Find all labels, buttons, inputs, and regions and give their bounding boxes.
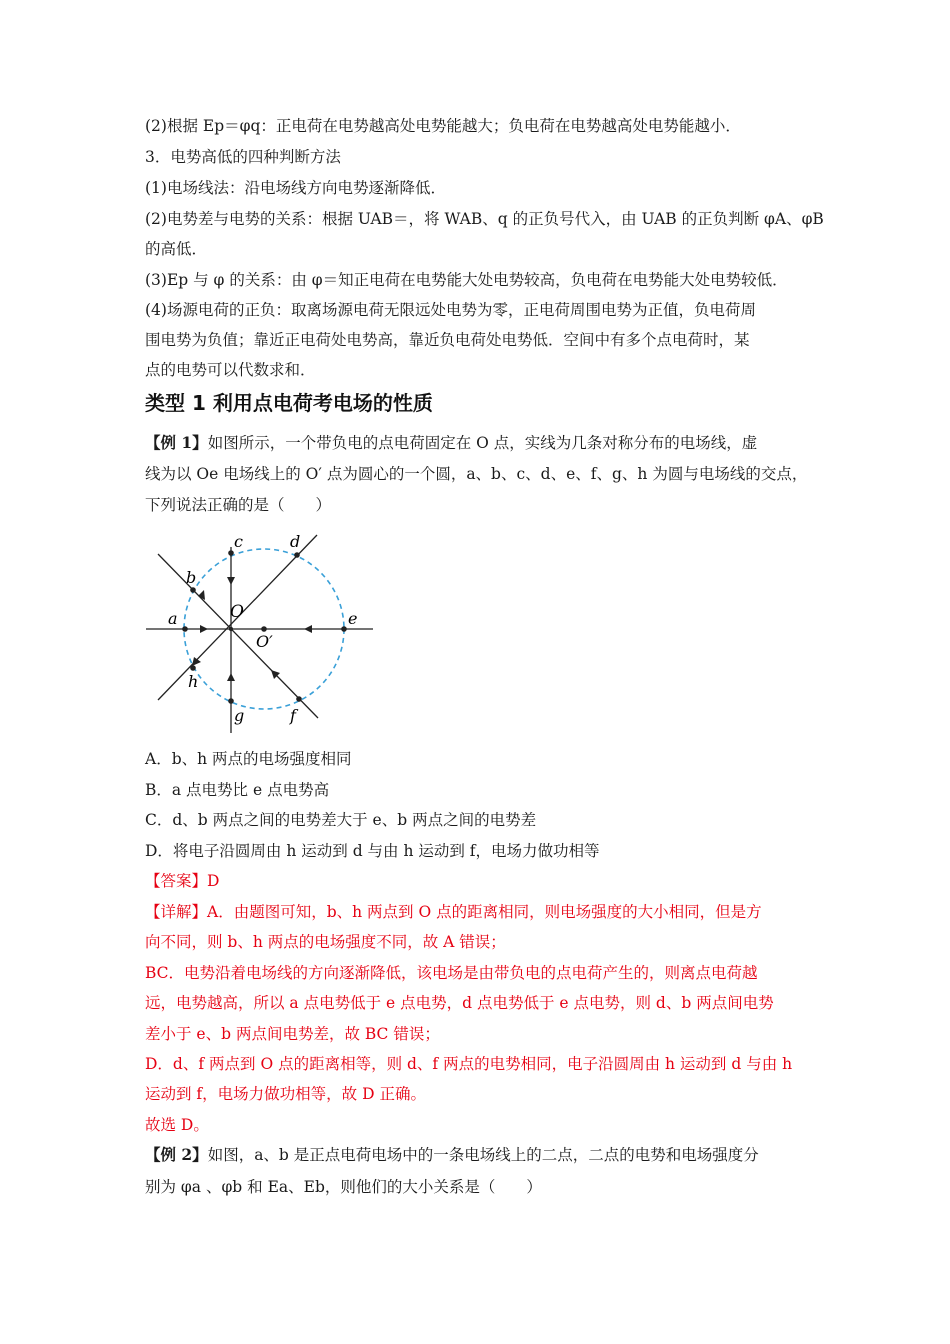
- point-d: [294, 552, 300, 558]
- explanation-line: 故选 D。: [145, 1116, 209, 1134]
- explanation-line: D．d、f 两点到 O 点的距离相等，则 d、f 两点的电势相同，电子沿圆周由 h 运动到 d 与由 h: [145, 1055, 793, 1073]
- answer-tag: 【答案】: [145, 872, 208, 890]
- explanation-tag: 【详解】: [145, 903, 208, 921]
- label-e: e: [348, 609, 358, 628]
- explanation-line: BC．电势沿着电场线的方向逐渐降低，该电场是由带负电的点电荷产生的，则离点电荷越: [145, 964, 758, 982]
- point-e: [341, 626, 347, 632]
- example1-question-2: 线为以 Oe 电场线上的 O′ 点为圆心的一个圆，a、b、c、d、e、f、g、h 为圆与电场线的交点，: [145, 465, 808, 483]
- section-heading: 类型 1 利用点电荷考电场的性质: [145, 391, 433, 415]
- electric-field-figure: [140, 525, 390, 740]
- text-line: (4)场源电荷的正负：取离场源电荷无限远处电势为零，正电荷周围电势为正值，负电荷周: [145, 301, 756, 319]
- point-h: [190, 665, 196, 671]
- label-f: f: [290, 706, 296, 725]
- point-c: [228, 550, 234, 556]
- explanation-text: A．由题图可知，b、h 两点到 O 点的距离相同，则电场强度的大小相同，但是方: [207, 903, 762, 921]
- text-line: (2)根据 Ep＝φq：正电荷在电势越高处电势能越大；负电荷在电势越高处电势能越小．: [145, 117, 741, 135]
- point-a: [182, 626, 188, 632]
- point-O: [229, 627, 233, 631]
- point-g: [228, 698, 234, 704]
- label-g: g: [234, 706, 245, 725]
- explanation-line: 向不同，则 b、h 两点的电场强度不同，故 A 错误；: [145, 933, 506, 951]
- explanation-line: 运动到 f，电场力做功相等，故 D 正确。: [145, 1085, 426, 1103]
- example1-tag: 【例 1】: [145, 433, 208, 452]
- point-b: [190, 587, 196, 593]
- arrow-h: [192, 657, 201, 666]
- point-f: [296, 696, 302, 702]
- text-line: (3)Ep 与 φ 的关系：由 φ＝知正电荷在电势能大处电势较高，负电荷在电势能大处电势较低．: [145, 271, 788, 289]
- label-O-prime: O′: [256, 632, 273, 651]
- text-line: (2)电势差与电势的关系：根据 UAB＝，将 WAB、q 的正负号代入，由 UAB 的正负判断 φA、φB: [145, 210, 824, 228]
- example1-line: [145, 432, 757, 454]
- label-h: h: [188, 672, 199, 691]
- point-O-prime: [261, 626, 267, 632]
- answer-value: D: [207, 872, 220, 890]
- label-b: b: [186, 568, 197, 587]
- text-line: 的高低．: [145, 240, 208, 258]
- text-line: 围电势为负值；靠近正电荷处电势高，靠近负电荷处电势低．空间中有多个点电荷时，某: [145, 331, 750, 349]
- arrow-g: [227, 673, 235, 681]
- example2-question-2: 别为 φa 、φb 和 Ea、Eb，则他们的大小关系是（ ）: [145, 1178, 542, 1196]
- example2-question-1: 如图，a、b 是正点电荷电场中的一条电场线上的二点，二点的电势和电场强度分: [207, 1146, 759, 1164]
- explanation-line: 远，电势越高，所以 a 点电势低于 e 点电势，d 点电势低于 e 点电势，则 d、b 两点间电势: [145, 994, 774, 1012]
- option-b: B．a 点电势比 e 点电势高: [145, 781, 330, 799]
- example1-question-3: 下列说法正确的是（ ）: [145, 496, 332, 514]
- answer-line: [145, 870, 219, 892]
- field-line-diagonal-1: [158, 554, 318, 718]
- example2-tag: 【例 2】: [145, 1145, 208, 1164]
- option-d: D．将电子沿圆周由 h 运动到 d 与由 h 运动到 f，电场力做功相等: [145, 842, 600, 860]
- text-line: 3．电势高低的四种判断方法: [145, 148, 341, 166]
- text-line: (1)电场线法：沿电场线方向电势逐渐降低．: [145, 179, 446, 197]
- arrow-a: [200, 625, 208, 633]
- option-c: C．d、b 两点之间的电势差大于 e、b 两点之间的电势差: [145, 811, 537, 829]
- option-a: A．b、h 两点的电场强度相同: [145, 750, 352, 768]
- explanation-line: 差小于 e、b 两点间电势差，故 BC 错误；: [145, 1025, 440, 1043]
- arrow-c: [227, 577, 235, 585]
- text-line: 点的电势可以代数求和．: [145, 361, 316, 379]
- label-a: a: [168, 609, 178, 628]
- arrow-e: [304, 625, 312, 633]
- example1-question-1: 如图所示，一个带负电的点电荷固定在 O 点，实线为几条对称分布的电场线，虚: [207, 434, 758, 452]
- label-c: c: [234, 532, 243, 551]
- explanation-line: [145, 901, 762, 923]
- label-d: d: [290, 532, 301, 551]
- label-O: O: [230, 602, 244, 622]
- example2-line: [145, 1144, 759, 1166]
